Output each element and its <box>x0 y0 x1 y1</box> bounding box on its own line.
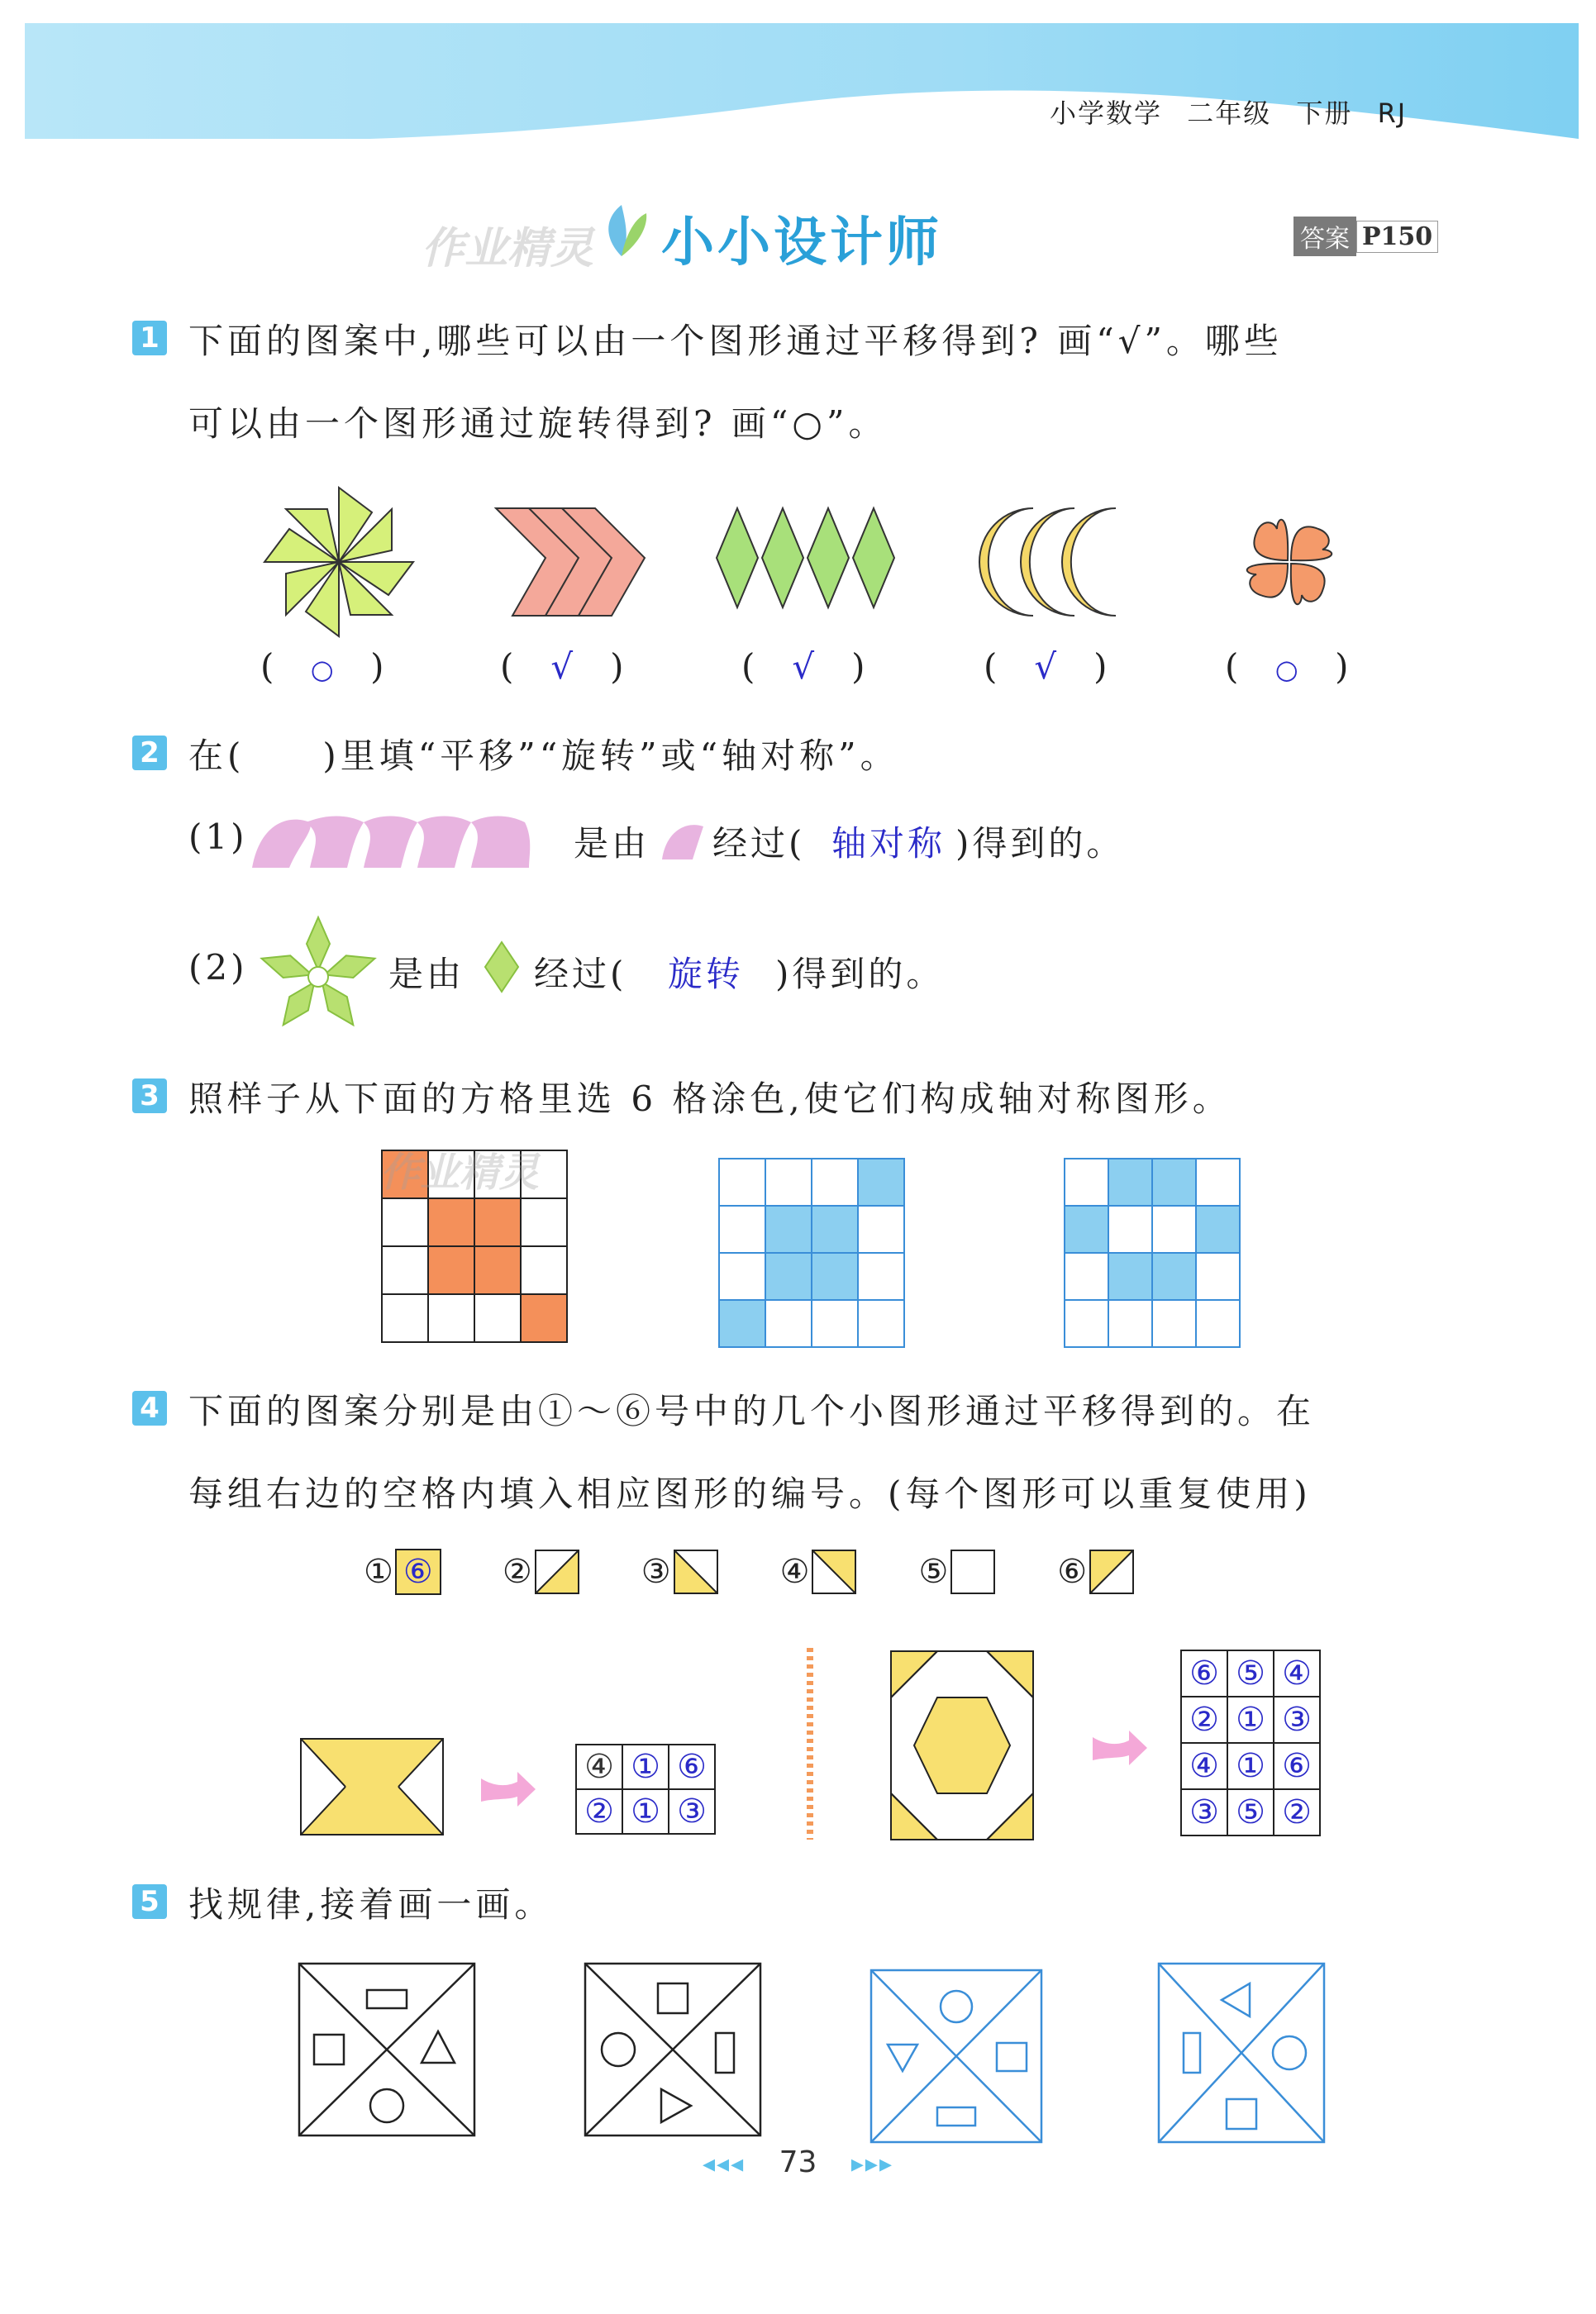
grid-b-cell-value: ① <box>1236 1747 1265 1785</box>
tile-6 <box>1089 1549 1135 1595</box>
answer-label: 答案 <box>1293 217 1356 256</box>
q2-part2-label: (2) <box>188 947 248 988</box>
q2-part1-mid: 是由 <box>574 823 650 864</box>
grid-b-cell-value: ⑥ <box>1282 1747 1312 1785</box>
q2-part2-end: )得到的。 <box>775 954 945 994</box>
header-grade: 二年级 <box>1187 98 1272 129</box>
page-title: 小小设计师 <box>661 212 942 274</box>
dotted-divider <box>800 1645 820 1843</box>
grid-b-cell-value: ② <box>1189 1701 1219 1739</box>
prev-arrows-icon: ◂◂◂ <box>702 2150 746 2178</box>
heart-figure <box>1223 496 1355 628</box>
grid-b-cell[interactable] <box>1181 1789 1227 1835</box>
watermark: 作业精灵 <box>422 224 594 274</box>
header-volume: 下册 <box>1296 98 1353 129</box>
arrow-right-icon <box>1089 1727 1149 1769</box>
q1-answer-4[interactable]: ( √ ) <box>984 646 1108 687</box>
q1-answer-1-value: ○ <box>310 654 334 685</box>
answer-ref <box>1293 217 1438 256</box>
q3-text: 照样子从下面的方格里选 6 格涂色,使它们构成轴对称图形。 <box>188 1078 1232 1119</box>
grid-b-cell[interactable] <box>1227 1743 1274 1789</box>
tile-5 <box>950 1549 996 1595</box>
q1-answer-3-value: √ <box>792 646 815 687</box>
q2-part1-label: (1) <box>188 817 248 857</box>
page-number: 73 <box>779 2145 817 2179</box>
leaf-icon <box>588 198 655 264</box>
tile-4 <box>811 1549 857 1595</box>
q1-answer-5[interactable]: ( ○ ) <box>1225 646 1349 687</box>
tile-label-5: ⑤ <box>918 1553 949 1591</box>
q2-part2-after: 经过( <box>534 954 627 994</box>
grid-a-cell-value: ② <box>584 1793 614 1831</box>
question-number-5: 5 <box>132 1884 167 1919</box>
q2-part2-answer[interactable]: 旋转 <box>668 954 745 994</box>
answer-page: P150 <box>1356 221 1438 253</box>
page-footer <box>0 2145 1596 2179</box>
question-number-3: 3 <box>132 1078 167 1113</box>
q1-answer-2[interactable]: ( √ ) <box>500 646 624 687</box>
tile-label-6: ⑥ <box>1057 1553 1088 1591</box>
header-edition: RJ <box>1377 98 1408 129</box>
tile-2 <box>534 1549 580 1595</box>
tile-1 <box>395 1549 441 1595</box>
hexagon-pattern <box>889 1650 1035 1841</box>
tile-3 <box>673 1549 719 1595</box>
question-number-1: 1 <box>132 321 167 355</box>
grid-a-cell[interactable] <box>576 1745 622 1789</box>
q4-text-line1: 下面的图案分别是由①～⑥号中的几个小图形通过平移得到的。在 <box>188 1391 1316 1431</box>
grid-b-cell-value: ④ <box>1282 1655 1312 1693</box>
q1-answer-2-value: √ <box>550 646 574 687</box>
grid-a-cell-value: ④ <box>584 1748 614 1786</box>
q2-part1-end: )得到的。 <box>955 823 1125 864</box>
grid-b-cell[interactable] <box>1181 1743 1227 1789</box>
tile-row <box>364 1549 1135 1595</box>
arrow-right-icon <box>478 1769 537 1810</box>
arch-pattern <box>248 806 570 872</box>
tile-label-2: ② <box>502 1553 532 1591</box>
grid-b-cell[interactable] <box>1274 1650 1320 1697</box>
grid-b-cell[interactable] <box>1274 1789 1320 1835</box>
pinwheel-figure <box>256 479 422 645</box>
grid-b-cell-value: ⑥ <box>1189 1655 1219 1693</box>
grid-b-cell[interactable] <box>1181 1697 1227 1743</box>
question-number-4: 4 <box>132 1391 167 1426</box>
q2-part1-answer[interactable]: 轴对称 <box>831 823 946 864</box>
answer-grid-b <box>1180 1650 1321 1836</box>
grid-b-cell[interactable] <box>1227 1697 1274 1743</box>
grid-b-cell[interactable] <box>1274 1743 1320 1789</box>
grid-b-cell-value: ④ <box>1189 1747 1219 1785</box>
grid-a-cell[interactable] <box>622 1789 669 1834</box>
pattern-square-1 <box>296 1960 478 2139</box>
bowtie-pattern <box>299 1737 445 1836</box>
grid-a-cell-value: ⑥ <box>677 1748 707 1786</box>
grid-b-cell[interactable] <box>1274 1697 1320 1743</box>
grid-a-cell[interactable] <box>622 1745 669 1789</box>
pattern-square-3[interactable] <box>868 1967 1045 2145</box>
grid-b-cell-value: ⑤ <box>1236 1655 1265 1693</box>
flower-figure <box>252 909 384 1041</box>
grid-a-cell[interactable] <box>669 1745 715 1789</box>
grid-a-cell[interactable] <box>669 1789 715 1834</box>
question-number-2: 2 <box>132 736 167 770</box>
grid-a-cell-value: ③ <box>677 1793 707 1831</box>
grid-a-cell-value: ① <box>631 1793 660 1831</box>
watermark-2: 作业精灵 <box>380 1150 540 1196</box>
pattern-square-2 <box>582 1960 764 2139</box>
grid-a-cell[interactable] <box>576 1789 622 1834</box>
grid-answer-2[interactable] <box>1063 1157 1245 1349</box>
petal-unit-icon <box>481 938 522 996</box>
crescent-figure <box>975 500 1132 624</box>
grid-b-cell-value: ③ <box>1282 1701 1312 1739</box>
header-info <box>1050 93 1407 131</box>
q1-text-line2: 可以由一个图形通过旋转得到? 画“○”。 <box>188 403 888 444</box>
q1-answer-5-value: ○ <box>1274 654 1298 685</box>
tile-1-value: ⑥ <box>403 1553 433 1591</box>
grid-b-cell[interactable] <box>1181 1650 1227 1697</box>
q5-text: 找规律,接着画一画。 <box>188 1884 554 1925</box>
q4-text-line2: 每组右边的空格内填入相应图形的编号。(每个图形可以重复使用) <box>188 1474 1312 1514</box>
q2-part1-after: 经过( <box>712 823 806 864</box>
grid-b-cell-value: ⑤ <box>1236 1793 1265 1831</box>
tile-label-3: ③ <box>641 1553 671 1591</box>
grid-b-cell[interactable] <box>1227 1650 1274 1697</box>
tile-label-4: ④ <box>779 1553 810 1591</box>
q2-text: 在( )里填“平移”“旋转”或“轴对称”。 <box>188 736 899 776</box>
q1-text-line1: 下面的图案中,哪些可以由一个图形通过平移得到? 画“√”。哪些 <box>188 321 1283 361</box>
grid-answer-1[interactable] <box>717 1157 908 1349</box>
grid-b-cell[interactable] <box>1227 1789 1274 1835</box>
tile-label-1: ① <box>364 1553 393 1591</box>
pattern-square-4[interactable] <box>1155 1960 1327 2145</box>
grid-a-cell-value: ① <box>631 1748 660 1786</box>
q1-answer-3[interactable]: ( √ ) <box>741 646 865 687</box>
grid-b-cell-value: ③ <box>1189 1793 1219 1831</box>
q2-part2-mid: 是由 <box>388 954 465 994</box>
header-subject: 小学数学 <box>1050 98 1163 129</box>
chevron-figure <box>488 492 653 636</box>
grid-b-cell-value: ① <box>1236 1701 1265 1739</box>
next-arrows-icon: ▸▸▸ <box>850 2150 894 2178</box>
q1-answer-4-value: √ <box>1034 646 1057 687</box>
diamond-figure <box>712 504 903 612</box>
grid-b-cell-value: ② <box>1282 1793 1312 1831</box>
q1-answer-1[interactable]: ( ○ ) <box>260 646 384 687</box>
answer-grid-a <box>575 1744 716 1835</box>
arch-unit-icon <box>658 814 707 864</box>
